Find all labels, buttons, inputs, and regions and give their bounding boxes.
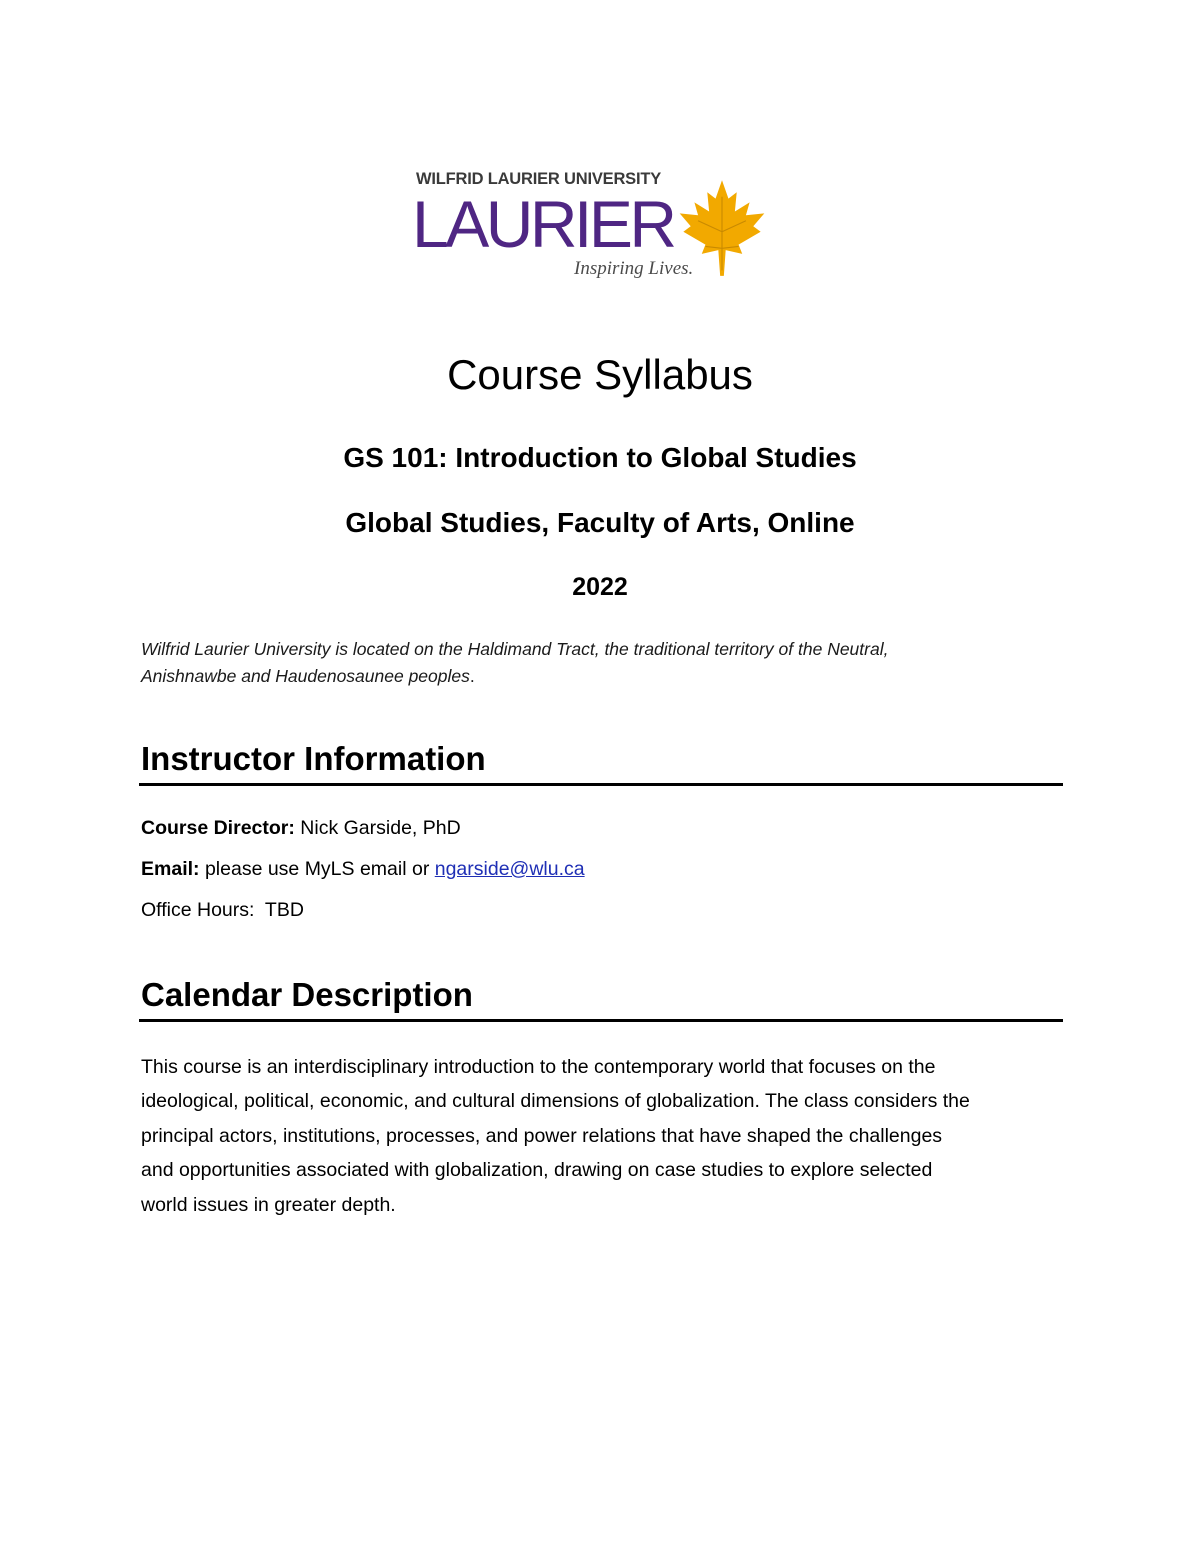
logo-tagline: Inspiring Lives. — [574, 258, 694, 279]
description-line: and opportunities associated with globalization, drawing on case studies to explore selected — [141, 1159, 933, 1182]
course-director-line — [141, 815, 461, 841]
description-line: This course is an interdisciplinary introduction to the contemporary world that focuses on the — [141, 1056, 936, 1078]
laurier-logo — [412, 166, 784, 290]
course-year: 2022 — [572, 573, 628, 601]
email-label: Email: — [141, 858, 200, 880]
instructor-heading: Instructor Information — [141, 740, 486, 777]
calendar-description — [141, 1050, 1066, 1222]
section-divider — [139, 1019, 1063, 1022]
section-divider — [139, 783, 1063, 786]
acknowledgement-line: Anishnawbe and Haudenosaunee peoples. — [141, 666, 475, 686]
acknowledgement-line: Wilfrid Laurier University is located on the Haldimand Tract, the traditional territory of the Neutral, — [141, 639, 889, 659]
email-line — [141, 856, 585, 882]
course-director-label: Course Director: — [141, 817, 295, 839]
email-link[interactable]: ngarside@wlu.ca — [434, 858, 585, 880]
email-text: please use MyLS email or — [204, 858, 430, 880]
logo-wordmark: LAURIER — [412, 187, 674, 261]
course-name: GS 101: Introduction to Global Studies — [343, 442, 857, 473]
description-line: ideological, political, economic, and cultural dimensions of globalization. The class considers the — [141, 1090, 970, 1113]
department-line: Global Studies, Faculty of Arts, Online — [345, 507, 855, 538]
logo-university-name: WILFRID LAURIER UNIVERSITY — [416, 170, 662, 188]
course-director-value: Nick Garside, PhD — [300, 817, 461, 839]
land-acknowledgement — [141, 636, 1061, 690]
calendar-heading: Calendar Description — [141, 976, 473, 1013]
office-hours-line — [141, 897, 304, 923]
description-line: world issues in greater depth. — [141, 1193, 396, 1216]
office-hours-value: TBD — [264, 899, 304, 921]
description-line: principal actors, institutions, processes, and power relations that have shaped the challenges — [141, 1124, 943, 1147]
page-title: Course Syllabus — [447, 351, 753, 398]
office-hours-label: Office Hours: — [141, 899, 255, 921]
